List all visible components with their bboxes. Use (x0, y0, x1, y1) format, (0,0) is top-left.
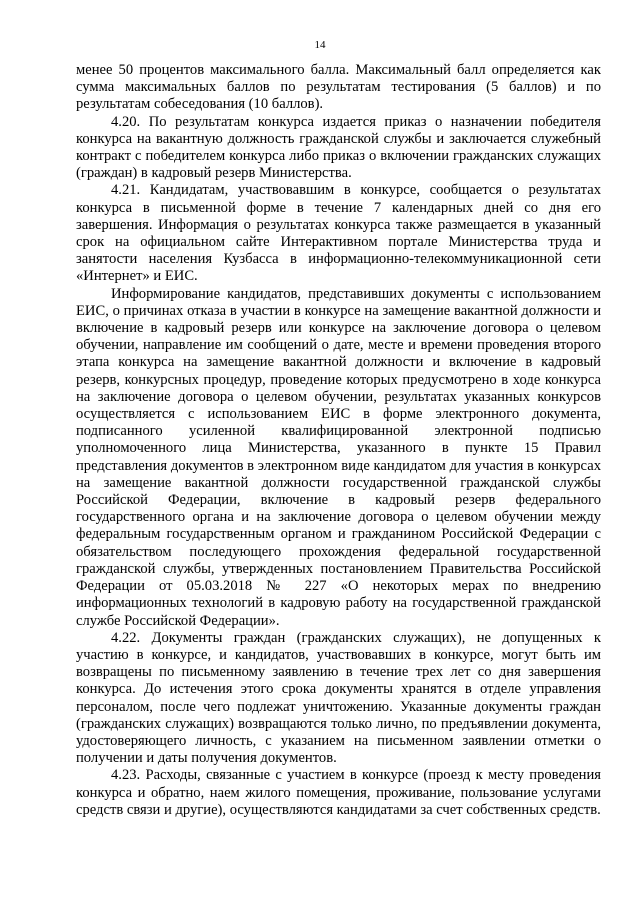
document-body (76, 62, 601, 819)
paragraph-4-20: 4.20. По результатам конкурса издается приказ о назначении победителя конкурса на вакантную должность гражданской службы и заключается служебный контракт с победителем конкурса либо приказ о включении гражданских служащих (граждан) в кадровый резерв Министерства. (76, 113, 601, 182)
paragraph-4-23: 4.23. Расходы, связанные с участием в конкурсе (проезд к месту проведения конкурса и обратно, наем жилого помещения, проживание, пользование услугами средств связи и другие), осуществляются кандидатами за счет собственных средств. (76, 767, 601, 818)
paragraph-4-22: 4.22. Документы граждан (гражданских служащих), не допущенных к участию в конкурсе, и кандидатов, участвовавших в конкурсе, могут быть им возвращены по письменному заявлению в течение трех лет со дня завершения конкурса. До истечения этого срока документы хранятся в отделе управления персоналом, после чего подлежат уничтожению. Указанные документы граждан (гражданских служащих) возвращаются только лично, по предъявлении документа, удостоверяющего личность, с указанием на письменном заявлении отметки о получении и даты получения документов. (76, 629, 601, 767)
paragraph-continuation: менее 50 процентов максимального балла. Максимальный балл определяется как сумма максимальных баллов по результатам тестирования (5 баллов) и по результатам собеседования (10 баллов). (76, 62, 601, 113)
page-number: 14 (314, 39, 326, 51)
paragraph-eis-informing: Информирование кандидатов, представивших документы с использованием ЕИС, о причинах отказа в участии в конкурсе на замещение вакантной должности и включение в кадровый резерв или конкурсе на заключение договора о целевом обучении, направление им сообщений о дате, месте и времени проведения второго этапа конкурса на замещение вакантной должности и включение в кадровый резерв, конкурсных процедур, проведение которых предусмотрено в ходе конкурса на заключение договора о целевом обучении, результатах указанных конкурсов осуществляется с использованием ЕИС в форме электронного документа, подписанного усиленной квалифицированной электронной подписью уполномоченного лица Министерства, указанного в пункте 15 Правил представления документов в электронном виде кандидатом для участия в конкурсах на замещение вакантной должности государственной гражданской службы Российской Федерации, включение в кадровый резерв федерального государственного органа и на заключение договора о целевом обучении между федеральным государственным органом и гражданином Российской Федерации с обязательством последующего прохождения федеральной государственной гражданской службы, утвержденных постановлением Правительства Российской Федерации от 05.03.2018 № 227 «О некоторых мерах по внедрению информационных технологий в кадровую работу на государственной гражданской службе Российской Федерации». (76, 285, 601, 629)
paragraph-4-21: 4.21. Кандидатам, участвовавшим в конкурсе, сообщается о результатах конкурса в письменной форме в течение 7 календарных дней со дня его завершения. Информация о результатах конкурса также размещается в указанный срок на официальном сайте Интерактивном портале Министерства труда и занятости населения Кузбасса в информационно-телекоммуникационной сети «Интернет» и ЕИС. (76, 182, 601, 285)
